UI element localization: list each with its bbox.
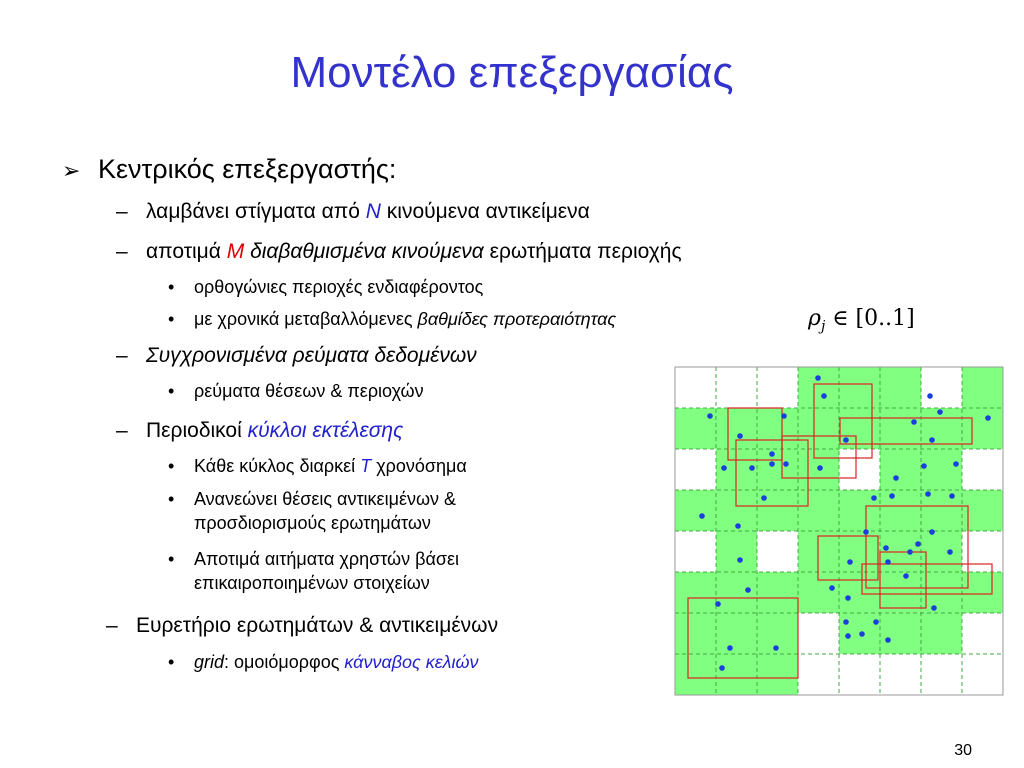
page-number: 30 xyxy=(954,742,972,759)
moving-object-point xyxy=(893,475,899,481)
b5-text: Ευρετήριο ερωτημάτων & αντικειμένων xyxy=(136,614,499,637)
moving-object-point xyxy=(949,493,955,499)
grid-cell xyxy=(798,367,839,408)
slide-title: Μοντέλο επεξεργασίας xyxy=(290,48,734,97)
grid-cell xyxy=(757,408,798,449)
b2-var-m: M xyxy=(226,240,245,263)
moving-object-point xyxy=(727,645,733,651)
b3-sub1-text: ρεύματα θέσεων & περιοχών xyxy=(194,381,424,401)
grid-cell xyxy=(962,408,1003,449)
grid-cell xyxy=(757,449,798,490)
grid-cell xyxy=(839,408,880,449)
b5-sub1-blue: κάνναβος κελιών xyxy=(344,652,479,672)
moving-object-point xyxy=(845,633,851,639)
moving-object-point xyxy=(715,601,721,607)
sub-bullet-priorities: • με χρονικά μεταβαλλόμενες βαθμίδες προτεραιότητας xyxy=(168,309,617,329)
bullet-periodic-cycles: – Περιοδικοί κύκλοι εκτέλεσης xyxy=(116,419,404,442)
grid-cell xyxy=(716,654,757,695)
priority-formula xyxy=(808,306,915,334)
b2-sub2-italic: βαθμίδες προτεραιότητας xyxy=(417,309,617,329)
b2-post: ερωτήματα περιοχής xyxy=(483,240,682,263)
b2-sub1-text: ορθογώνιες περιοχές ενδιαφέροντος xyxy=(194,277,484,297)
moving-object-point xyxy=(699,513,705,519)
sub-bullet-grid: • grid: ομοιόμορφος κάνναβος κελιών xyxy=(168,652,479,672)
sub-bullet-streams: • ρεύματα θέσεων & περιοχών xyxy=(168,381,424,401)
grid-cell xyxy=(798,408,839,449)
moving-object-point xyxy=(927,393,933,399)
b4-blue: κύκλοι εκτέλεσης xyxy=(247,419,404,442)
b4-sub3-line2: επικαιροποιημένων στοιχείων xyxy=(194,573,430,593)
moving-object-point xyxy=(847,559,853,565)
grid-cell xyxy=(880,613,921,654)
moving-object-point xyxy=(921,463,927,469)
moving-object-point xyxy=(843,437,849,443)
moving-object-point xyxy=(845,595,851,601)
moving-object-point xyxy=(829,585,835,591)
moving-object-point xyxy=(719,665,725,671)
moving-object-point xyxy=(915,541,921,547)
moving-object-point xyxy=(769,451,775,457)
moving-object-point xyxy=(815,375,821,381)
moving-object-point xyxy=(745,587,751,593)
bullet-sync-streams: – Συγχρονισμένα ρεύματα δεδομένων xyxy=(116,344,477,367)
moving-object-point xyxy=(721,465,727,471)
grid-figure xyxy=(674,366,1004,696)
grid-cell xyxy=(716,613,757,654)
b4-pre: Περιοδικοί xyxy=(146,419,248,442)
moving-object-point xyxy=(859,631,865,637)
sub-bullet-evaluates-requests: • Αποτιμά αιτήματα χρηστών βάσει επικαιροποιημένων στοιχείων xyxy=(168,549,459,593)
moving-object-point xyxy=(871,495,877,501)
b2-sub2-pre: με χρονικά μεταβαλλόμενες xyxy=(194,309,418,329)
moving-object-point xyxy=(931,605,937,611)
moving-object-point xyxy=(947,549,953,555)
grid-cell xyxy=(880,572,921,613)
b5-sub1-mid: : ομοιόμορφος xyxy=(224,652,345,672)
moving-object-point xyxy=(707,413,713,419)
moving-object-point xyxy=(953,461,959,467)
moving-object-point xyxy=(873,619,879,625)
bullet-evaluates-queries: – αποτιμά M διαβαθμισμένα κινούμενα ερωτήματα περιοχής xyxy=(116,240,682,263)
b4-sub1-post: χρονόσημα xyxy=(371,456,467,476)
moving-object-point xyxy=(737,557,743,563)
sub-bullet-updates: • Ανανεώνει θέσεις αντικειμένων & προσδιορισμούς ερωτημάτων xyxy=(168,489,457,533)
moving-object-point xyxy=(773,645,779,651)
moving-object-point xyxy=(749,465,755,471)
moving-object-point xyxy=(985,415,991,421)
grid-cell xyxy=(880,490,921,531)
moving-object-point xyxy=(883,545,889,551)
b5-sub1-italic: grid xyxy=(194,652,225,672)
grid-cell xyxy=(675,572,716,613)
b4-sub1-var: T xyxy=(360,456,372,476)
grid-cell xyxy=(798,490,839,531)
arrow-bullet-icon: ➢ xyxy=(62,158,81,183)
grid-cell xyxy=(921,613,962,654)
moving-object-point xyxy=(737,433,743,439)
b4-sub1-pre: Κάθε κύκλος διαρκεί xyxy=(194,456,361,476)
grid-cell xyxy=(675,613,716,654)
grid-cell xyxy=(716,531,757,572)
moving-object-point xyxy=(929,437,935,443)
grid-cell xyxy=(839,367,880,408)
grid-cell xyxy=(880,408,921,449)
grid-cell xyxy=(921,531,962,572)
moving-object-point xyxy=(761,495,767,501)
moving-object-point xyxy=(863,529,869,535)
sub-bullet-cycle-duration: • Κάθε κύκλος διαρκεί T χρονόσημα xyxy=(168,456,467,476)
grid-cell xyxy=(839,572,880,613)
grid-cell xyxy=(675,654,716,695)
moving-object-point xyxy=(937,409,943,415)
sub-bullet-rect-regions: • ορθογώνιες περιοχές ενδιαφέροντος xyxy=(168,277,484,297)
formula-rho: ρ xyxy=(808,306,821,331)
grid-cell xyxy=(921,449,962,490)
bullet-receives-positions: – λαμβάνει στίγματα από N κινούμενα αντικείμενα xyxy=(116,200,590,223)
b1-pre: λαμβάνει στίγματα από xyxy=(146,200,366,223)
b4-sub2-line1: Ανανεώνει θέσεις αντικειμένων & xyxy=(194,489,457,509)
moving-object-point xyxy=(911,419,917,425)
moving-object-point xyxy=(783,461,789,467)
moving-object-point xyxy=(929,529,935,535)
moving-object-point xyxy=(843,619,849,625)
grid-cell xyxy=(921,572,962,613)
grid-cell xyxy=(757,654,798,695)
moving-object-point xyxy=(903,573,909,579)
grid-cell xyxy=(675,490,716,531)
moving-object-point xyxy=(925,491,931,497)
b3-text: Συγχρονισμένα ρεύματα δεδομένων xyxy=(146,344,477,367)
moving-object-point xyxy=(907,549,913,555)
b1-post: κινούμενα αντικείμενα xyxy=(380,200,590,223)
b1-var-n: N xyxy=(365,200,381,223)
moving-object-point xyxy=(885,637,891,643)
b4-sub2-line2: προσδιορισμούς ερωτημάτων xyxy=(194,513,431,533)
moving-object-point xyxy=(735,523,741,529)
bullet-index: – Ευρετήριο ερωτημάτων & αντικειμένων xyxy=(106,614,499,637)
formula-sub: j xyxy=(820,318,826,335)
b2-italic: διαβαθμισμένα κινούμενα xyxy=(244,240,484,263)
bullet-central-processor xyxy=(62,154,396,185)
grid-cell xyxy=(757,572,798,613)
moving-object-point xyxy=(781,413,787,419)
grid-cell xyxy=(839,531,880,572)
moving-object-point xyxy=(885,559,891,565)
grid-cell xyxy=(962,367,1003,408)
b2-pre: αποτιμά xyxy=(146,240,227,263)
b4-sub3-line1: Αποτιμά αιτήματα χρηστών βάσει xyxy=(194,549,459,569)
grid-cell xyxy=(880,367,921,408)
moving-object-point xyxy=(769,461,775,467)
formula-rest: ∈ [0..1] xyxy=(825,306,915,331)
moving-object-point xyxy=(889,493,895,499)
grid-cell xyxy=(880,449,921,490)
bullet-central-processor-text: Κεντρικός επεξεργαστής: xyxy=(98,154,397,184)
moving-object-point xyxy=(817,465,823,471)
moving-object-point xyxy=(821,393,827,399)
grid-cell xyxy=(716,572,757,613)
